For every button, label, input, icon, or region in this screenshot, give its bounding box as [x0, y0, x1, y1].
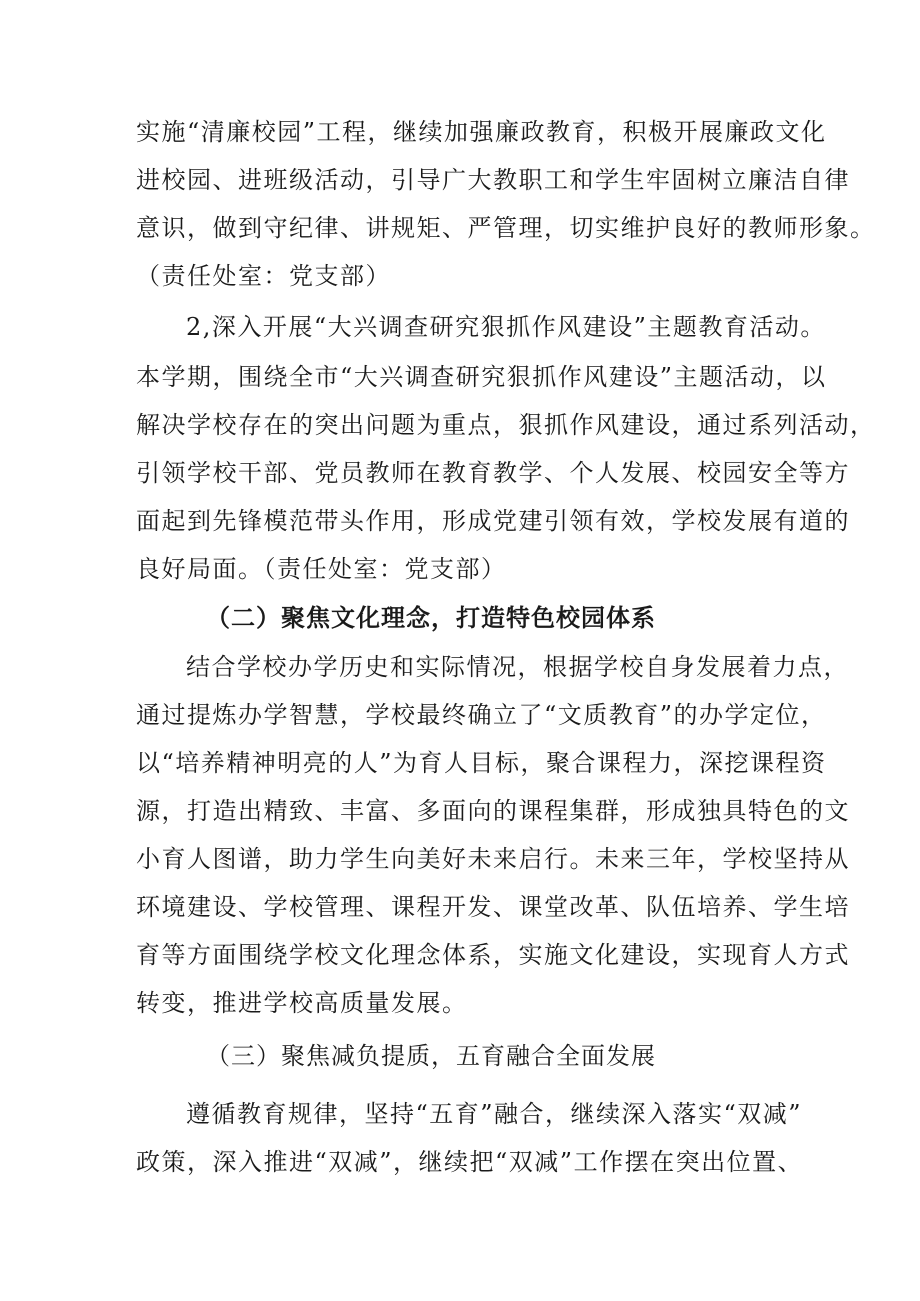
paragraph-line: 源，打造出精致、丰富、多面向的课程集群，形成独具特色的文 — [136, 797, 850, 825]
paragraph-line: 面起到先锋模范带头作用，形成党建引领有效，学校发展有道的 — [136, 507, 850, 535]
paragraph-line: 环境建设、学校管理、课程开发、课堂改革、队伍培养、学生培 — [136, 893, 850, 921]
paragraph-line: 解决学校存在的突出问题为重点，狠抓作风建设，通过系列活动， — [136, 411, 876, 439]
paragraph-line: （责任处室：党支部） — [136, 262, 391, 290]
paragraph-line: 2,深入开展“大兴调查研究狠抓作风建设”主题教育活动。 — [186, 313, 826, 341]
paragraph-line: 结合学校办学历史和实际情况，根据学校自身发展着力点， — [186, 653, 849, 681]
paragraph-line: 意识，做到守纪律、讲规矩、严管理，切实维护良好的教师形象。 — [136, 214, 876, 242]
section-heading: （二）聚焦文化理念，打造特色校园体系 — [206, 603, 656, 632]
paragraph-line: 良好局面。（责任处室：党支部） — [136, 555, 507, 583]
section-heading: （三）聚焦减负提质，五育融合全面发展 — [206, 1042, 656, 1070]
paragraph-line: 实施“清廉校园”工程，继续加强廉政教育，积极开展廉政文化 — [136, 118, 827, 146]
paragraph-line: 政策，深入推进“双减”，继续把“双减”工作摆在突出位置、 — [136, 1148, 804, 1176]
paragraph-line: 本学期，围绕全市“大兴调查研究狠抓作风建设”主题活动，以 — [136, 363, 827, 391]
paragraph-line: 引领学校干部、党员教师在教育教学、个人发展、校园安全等方 — [136, 459, 850, 487]
paragraph-line: 育等方面围绕学校文化理念体系，实施文化建设，实现育人方式 — [136, 941, 850, 969]
paragraph-line: 以“培养精神明亮的人”为育人目标，聚合课程力，深挖课程资 — [136, 749, 827, 777]
paragraph-line: 通过提炼办学智慧，学校最终确立了“文质教育”的办学定位， — [136, 701, 827, 729]
paragraph-line: 进校园、进班级活动，引导广大教职工和学生牢固树立廉洁自律 — [136, 166, 850, 194]
paragraph-line: 转变，推进学校高质量发展。 — [136, 989, 468, 1017]
paragraph-line: 遵循教育规律，坚持“五育”融合，继续深入落实“双减” — [186, 1100, 803, 1128]
paragraph-line: 小育人图谱，助力学生向美好未来启行。未来三年，学校坚持从 — [136, 845, 850, 873]
